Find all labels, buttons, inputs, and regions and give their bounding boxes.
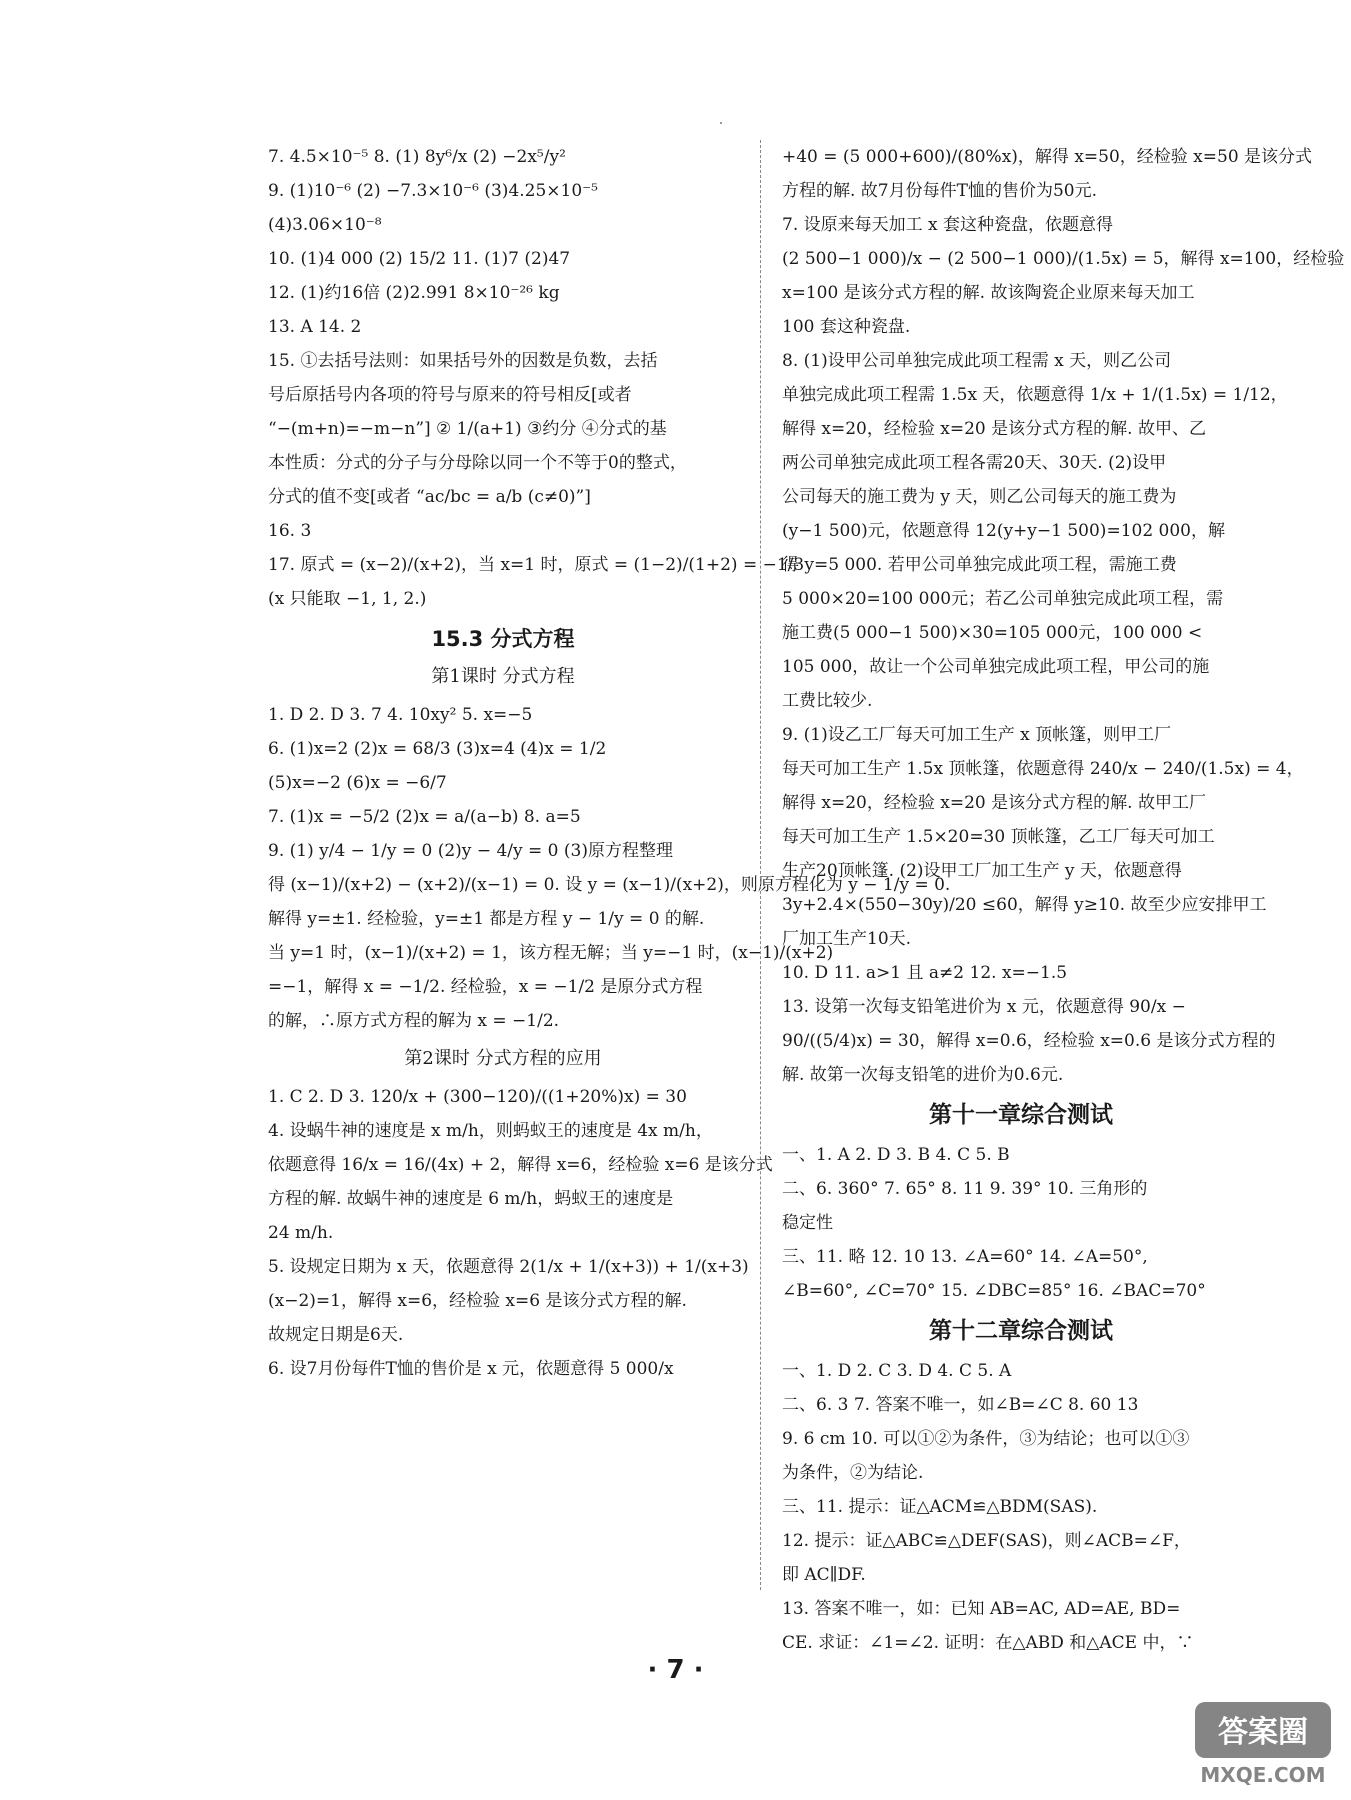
answer-line: 施工费(5 000−1 500)×30=105 000元，100 000 < [782,623,1203,643]
answer-line: 7. 设原来每天加工 x 套这种瓷盘，依题意得 [782,215,1114,235]
answer-line: 单独完成此项工程需 1.5x 天，依题意得 1/x + 1/(1.5x) = 1/12， [782,385,1288,405]
lesson2-block [268,1080,773,1386]
answer-line: 105 000，故让一个公司单独完成此项工程，甲公司的施 [782,657,1210,677]
answer-line: 一、1. A 2. D 3. B 4. C 5. B [782,1145,1010,1165]
answer-line: 为条件，②为结论. [782,1463,924,1483]
answer-line: 方程的解. 故蜗牛神的速度是 6 m/h，蚂蚁王的速度是 [268,1189,674,1209]
answer-line: 9. 6 cm 10. 可以①②为条件，③为结论；也可以①③ [782,1429,1190,1449]
answer-line: 90/((5/4)x) = 30，解得 x=0.6，经检验 x=0.6 是该分式方程的 [782,1031,1276,1051]
answer-line: 厂加工生产10天. [782,929,912,949]
answer-line: 4. 设蜗牛神的速度是 x m/h，则蚂蚁王的速度是 4x m/h， [268,1121,713,1141]
scan-dot [720,122,722,124]
answer-line: 5 000×20=100 000元；若乙公司单独完成此项工程，需 [782,589,1224,609]
answer-line: 10. D 11. a>1 且 a≠2 12. x=−1.5 [782,963,1068,983]
column-divider [760,140,761,1590]
answer-line: 生产20顶帐篷. (2)设甲工厂加工生产 y 天，依题意得 [782,861,1182,881]
answer-line: 两公司单独完成此项工程各需20天、30天. (2)设甲 [782,453,1167,473]
answer-line: 24 m/h. [268,1223,334,1243]
chapter12-title: 第十二章综合测试 [929,1318,1113,1344]
answer-line: (5)x=−2 (6)x = −6/7 [268,773,447,793]
answer-line: 工费比较少. [782,691,873,711]
answer-line: 得 y=5 000. 若甲公司单独完成此项工程，需施工费 [782,555,1177,575]
answer-line: 9. (1)设乙工厂每天可加工生产 x 顶帐篷，则甲工厂 [782,725,1172,745]
answer-line: (x 只能取 −1, 1, 2.) [268,589,427,609]
answer-line: 二、6. 360° 7. 65° 8. 11 9. 39° 10. 三角形的 [782,1179,1148,1199]
answer-line: (4)3.06×10⁻⁸ [268,215,382,235]
answer-line: 5. 设规定日期为 x 天，依题意得 2(1/x + 1/(x+3)) + 1/(x+3) [268,1257,749,1277]
answer-line: ∠B=60°, ∠C=70° 15. ∠DBC=85° 16. ∠BAC=70° [782,1281,1206,1301]
answer-line: 即 AC∥DF. [782,1565,866,1585]
answer-line: 号后原括号内各项的符号与原来的符号相反[或者 [268,385,632,405]
answer-line: 9. (1) y/4 − 1/y = 0 (2)y − 4/y = 0 (3)原方程整理 [268,841,673,861]
answer-line: 当 y=1 时，(x−1)/(x+2) = 1，该方程无解；当 y=−1 时，(x−1)/(x+2) [268,943,834,963]
answer-line: 解得 y=±1. 经检验，y=±1 都是方程 y − 1/y = 0 的解. [268,909,705,929]
answer-line: 解得 x=20，经检验 x=20 是该分式方程的解. 故甲工厂 [782,793,1206,813]
answer-line: 13. A 14. 2 [268,317,362,337]
page-number: · 7 · [647,1655,704,1685]
answer-line: 17. 原式 = (x−2)/(x+2)，当 x=1 时，原式 = (1−2)/(1+2) = −1/3 [268,555,805,575]
answer-line: (x−2)=1，解得 x=6，经检验 x=6 是该分式方程的解. [268,1291,687,1311]
answer-line: 13. 答案不唯一，如：已知 AB=AC, AD=AE, BD= [782,1599,1181,1619]
section-title: 15.3 分式方程 [431,627,575,651]
answer-line: 本性质：分式的分子与分母除以同一个不等于0的整式， [268,453,687,473]
answer-line: 解得 x=20，经检验 x=20 是该分式方程的解. 故甲、乙 [782,419,1206,439]
answer-line: 100 套这种瓷盘. [782,317,911,337]
right-answers-block [782,140,1345,1092]
answer-line: 分式的值不变[或者 “ac/bc = a/b (c≠0)”] [268,487,591,507]
answer-line: 1. C 2. D 3. 120/x + (300−120)/((1+20%)x) = 30 [268,1087,687,1107]
answer-line: 每天可加工生产 1.5x 顶帐篷，依题意得 240/x − 240/(1.5x) = 4， [782,759,1304,779]
answer-line: 每天可加工生产 1.5×20=30 顶帐篷，乙工厂每天可加工 [782,827,1215,847]
svg-text:MXQE.COM: MXQE.COM [1200,1763,1326,1787]
answer-line: 解. 故第一次每支铅笔的进价为0.6元. [782,1065,1064,1085]
answer-line: 13. 设第一次每支铅笔进价为 x 元，依题意得 90/x − [782,997,1186,1017]
answer-line: CE. 求证：∠1=∠2. 证明：在△ABD 和△ACE 中，∵ [782,1633,1194,1653]
answer-line: 15. ①去括号法则：如果括号外的因数是负数，去括 [268,351,658,371]
answer-line: 三、11. 提示：证△ACM≌△BDM(SAS). [782,1497,1098,1517]
answer-line: 故规定日期是6天. [268,1325,404,1345]
answer-line: 依题意得 16/x = 16/(4x) + 2，解得 x=6，经检验 x=6 是该分式 [268,1155,773,1175]
answer-line: 的解，∴原方式方程的解为 x = −1/2. [268,1011,560,1031]
chapter11-title: 第十一章综合测试 [929,1102,1113,1128]
answer-line: 12. 提示：证△ABC≌△DEF(SAS)，则∠ACB=∠F， [782,1531,1191,1551]
answer-line: =−1，解得 x = −1/2. 经检验，x = −1/2 是原分式方程 [268,977,703,997]
answer-line: 8. (1)设甲公司单独完成此项工程需 x 天，则乙公司 [782,351,1172,371]
answer-line: 7. 4.5×10⁻⁵ 8. (1) 8y⁶/x (2) −2x⁵/y² [268,147,566,167]
answer-line: 1. D 2. D 3. 7 4. 10xy² 5. x=−5 [268,705,533,725]
right-column [782,140,1345,1660]
svg-text:答案圈: 答案圈 [1218,1715,1308,1750]
watermark-logo [1193,1700,1333,1788]
answer-line: 3y+2.4×(550−30y)/20 ≤60，解得 y≥10. 故至少应安排甲工 [782,895,1267,915]
answer-line: 一、1. D 2. C 3. D 4. C 5. A [782,1361,1012,1381]
answer-line: 10. (1)4 000 (2) 15/2 11. (1)7 (2)47 [268,249,571,269]
answer-line: “−(m+n)=−m−n”] ② 1/(a+1) ③约分 ④分式的基 [268,419,667,439]
answer-line: 公司每天的施工费为 y 天，则乙公司每天的施工费为 [782,487,1177,507]
lesson2-title: 第2课时 分式方程的应用 [404,1048,602,1069]
answer-line: 方程的解. 故7月份每件T恤的售价为50元. [782,181,1097,201]
chapter11-block [782,1138,1260,1308]
answer-line: 9. (1)10⁻⁶ (2) −7.3×10⁻⁶ (3)4.25×10⁻⁵ [268,181,598,201]
chapter12-block [782,1354,1260,1660]
answer-line: 得 (x−1)/(x+2) − (x+2)/(x−1) = 0. 设 y = (x−1)/(x+2)，则原方程化为 y − 1/y = 0. [268,875,951,895]
answer-line: (y−1 500)元，依题意得 12(y+y−1 500)=102 000，解 [782,521,1225,541]
answer-line: 6. (1)x=2 (2)x = 68/3 (3)x=4 (4)x = 1/2 [268,739,607,759]
answer-line: 三、11. 略 12. 10 13. ∠A=60° 14. ∠A=50°, [782,1247,1148,1267]
answer-line: +40 = (5 000+600)/(80%x)，解得 x=50，经检验 x=50 是该分式 [782,147,1313,167]
answer-line: 16. 3 [268,521,312,541]
answer-line: 二、6. 3 7. 答案不唯一，如∠B=∠C 8. 60 13 [782,1395,1139,1415]
answer-line: (2 500−1 000)/x − (2 500−1 000)/(1.5x) = 5，解得 x=100，经检验 [782,249,1345,269]
left-answers-block [268,140,805,616]
answer-line: 稳定性 [782,1213,833,1233]
answer-line: 6. 设7月份每件T恤的售价是 x 元，依题意得 5 000/x [268,1359,674,1379]
answer-line: x=100 是该分式方程的解. 故该陶瓷企业原来每天加工 [782,283,1195,303]
answer-line: 12. (1)约16倍 (2)2.991 8×10⁻²⁶ kg [268,283,560,303]
lesson1-title: 第1课时 分式方程 [431,666,575,687]
answer-line: 7. (1)x = −5/2 (2)x = a/(a−b) 8. a=5 [268,807,581,827]
